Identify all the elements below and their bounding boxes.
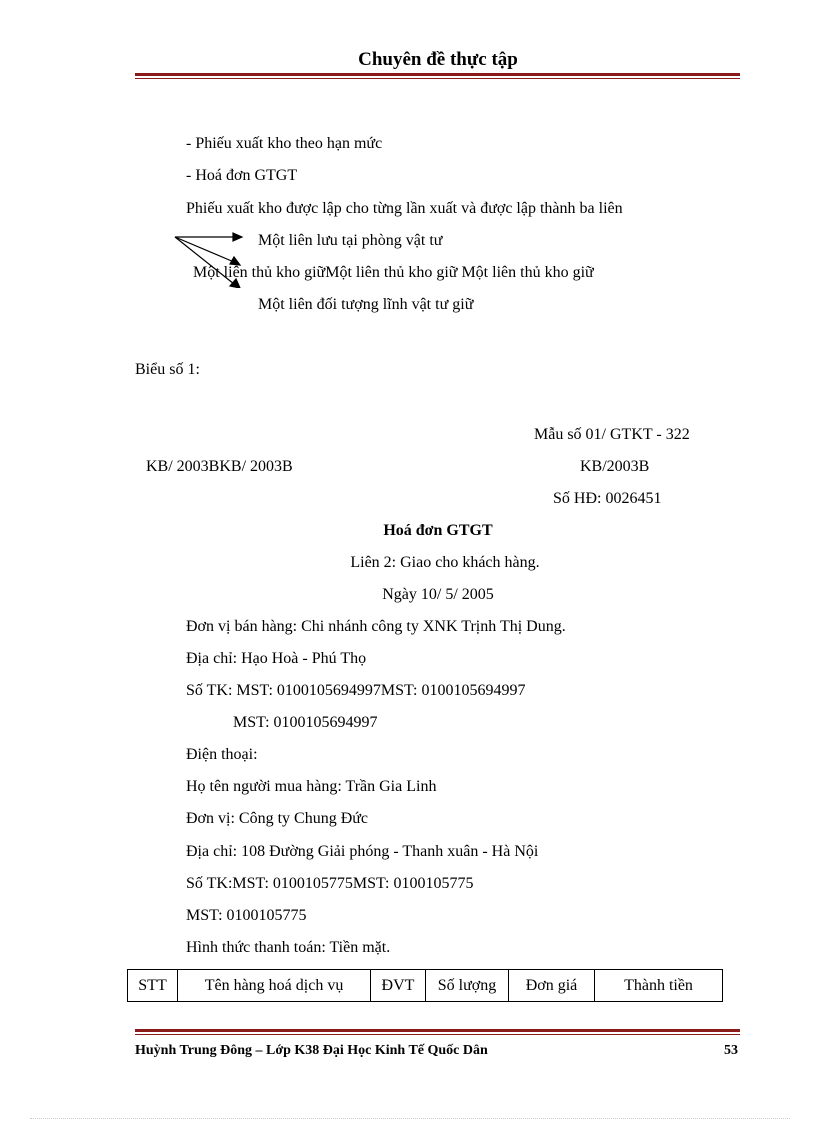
table-header-row (128, 970, 723, 1002)
copy-line-1: Một liên lưu tại phòng vật tư (258, 232, 443, 249)
arrowhead-copy1 (233, 233, 242, 241)
series-right: KB/2003B (580, 458, 650, 475)
buyer-unit: Đơn vị: Công ty Chung Đức (186, 810, 369, 827)
invoice-title: Hoá đơn GTGT (383, 522, 493, 539)
buyer-name: Họ tên người mua hàng: Trần Gia Linh (186, 778, 437, 795)
copy-line-2: Một liên thủ kho giữMột liên thủ kho giữ Một liên thủ kho giữ (193, 264, 594, 281)
footer-author: Huỳnh Trung Đông – Lớp K38 Đại Học Kinh Tế Quốc Dân (135, 1043, 488, 1058)
payment-method: Hình thức thanh toán: Tiền mặt. (186, 939, 391, 956)
list-item-export-slip: - Phiếu xuất kho theo hạn mức (186, 135, 383, 152)
buyer-tax-code: MST: 0100105775 (186, 907, 307, 924)
seller-tax-code: MST: 0100105694997 (233, 714, 378, 731)
seller-address: Địa chỉ: Hạo Hoà - Phú Thọ (186, 650, 367, 667)
intro-paragraph: Phiếu xuất kho được lập cho từng lần xuất và được lập thành ba liên (186, 200, 623, 217)
header-rule-bottom (135, 78, 740, 79)
list-item-vat-invoice: - Hoá đơn GTGT (186, 167, 298, 184)
form-number: Mẫu số 01/ GTKT - 322 (534, 426, 690, 443)
arrow-to-copy2 (175, 237, 234, 262)
col-unit-price: Đơn giá (509, 970, 595, 1002)
col-goods-name: Tên hàng hoá dịch vụ (178, 970, 371, 1002)
seller-name: Đơn vị bán hàng: Chi nhánh công ty XNK Trịnh Thị Dung. (186, 618, 566, 635)
series-left: KB/ 2003BKB/ 2003B (146, 458, 293, 475)
buyer-account: Số TK:MST: 0100105775MST: 0100105775 (186, 875, 474, 892)
appendix-label: Biểu số 1: (135, 361, 200, 378)
col-amount: Thành tiền (595, 970, 723, 1002)
goods-table (127, 969, 723, 1002)
page-bottom-divider (30, 1118, 790, 1119)
invoice-copy-label: Liên 2: Giao cho khách hàng. (350, 554, 540, 571)
phone-label: Điện thoại: (186, 746, 258, 763)
col-quantity: Số lượng (426, 970, 509, 1002)
copy-line-3: Một liên đối tượng lĩnh vật tư giữ (258, 296, 474, 313)
header-rule-top (135, 73, 740, 76)
col-stt: STT (128, 970, 178, 1002)
footer-rule-bottom (135, 1034, 740, 1035)
buyer-address: Địa chỉ: 108 Đường Giải phóng - Thanh xuân - Hà Nội (186, 843, 539, 860)
invoice-date: Ngày 10/ 5/ 2005 (382, 586, 494, 603)
col-unit: ĐVT (371, 970, 426, 1002)
footer-rule-top (135, 1029, 740, 1032)
invoice-number: Số HĐ: 0026451 (553, 490, 662, 507)
seller-account: Số TK: MST: 0100105694997MST: 0100105694997 (186, 682, 526, 699)
page-number: 53 (724, 1043, 738, 1058)
page-title: Chuyên đề thực tập (358, 49, 518, 70)
